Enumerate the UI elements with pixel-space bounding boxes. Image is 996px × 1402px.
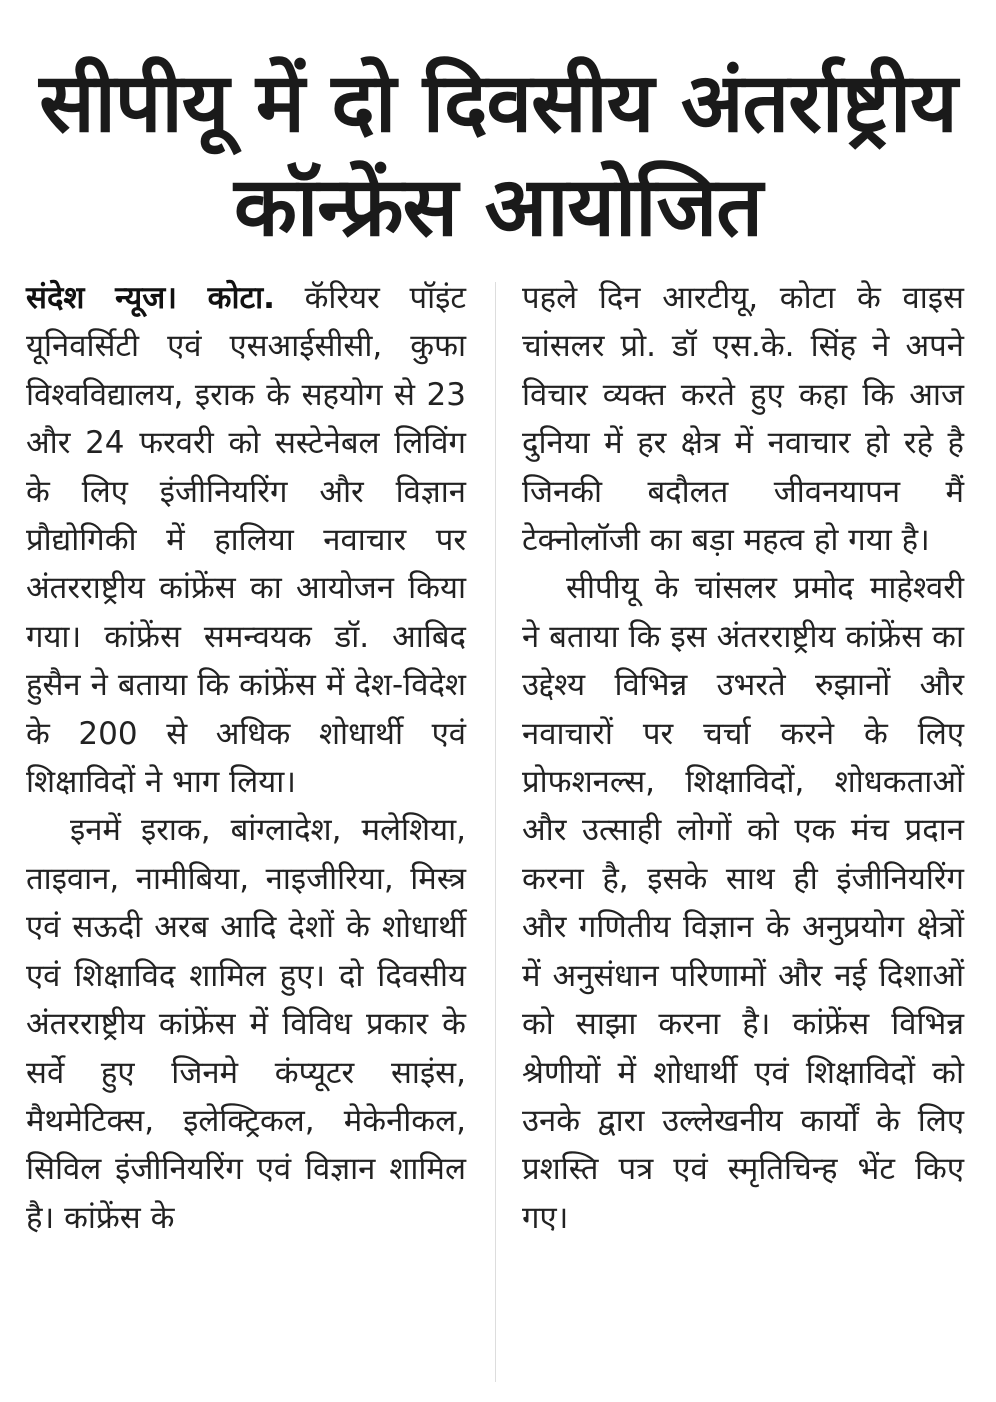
article-paragraph: इनमें इराक, बांग्लादेश, मलेशिया, ताइवान, नामीबिया, नाइजीरिया, मिस्त्र एवं सऊदी अरब आदि देशों के शोधार्थी एवं शिक्षाविद शामिल हुए। दो दिवसीय अंतरराष्ट्रीय कांफ्रेंस में विविध प्रकार के सर्वे हुए जिनमे कंप्यूटर साइंस, मैथमेटिक्स, इलेक्ट्रिकल, मेकेनीकल, सिविल इंजीनियरिंग एवं विज्ञान शामिल है। कांफ्रेंस के [26,812,466,1236]
dateline: संदेश न्यूज। कोटा. [26,280,275,316]
article-column-right [522,274,964,1242]
article-paragraph: पहले दिन आरटीयू, कोटा के वाइस चांसलर प्रो. डॉ एस.के. सिंह ने अपने विचार व्यक्त करते हुए कहा कि आज दुनिया में हर क्षेत्र में नवाचार हो रहे है जिनकी बदौलत जीवनयापन मैं टेक्नोलॉजी का बड़ा महत्व हो गया है। [522,280,964,559]
article-column-left [26,274,466,1242]
headline-line-1: सीपीयू में दो दिवसीय अंतर्राष्ट्रीय [39,56,957,151]
article-paragraph [26,274,466,806]
article-paragraph: सीपीयू के चांसलर प्रमोद माहेश्वरी ने बताया कि इस अंतरराष्ट्रीय कांफ्रेंस का उद्देश्य विभिन्न उभरते रुझानों और नवाचारों पर चर्चा करने के लिए प्रोफशनल्स, शिक्षाविदों, शोधकताओं और उत्साही लोगों को एक मंच प्रदान करना है, इसके साथ ही इंजीनियरिंग और गणितीय विज्ञान के अनुप्रयोग क्षेत्रों में अनुसंधान परिणामों और नई दिशाओं को साझा करना है। कांफ्रेंस विभिन्न श्रेणीयों में शोधार्थी एवं शिक्षाविदों को उनके द्वारा उल्लेखनीय कार्यों के लिए प्रशस्ति पत्र एवं स्मृतिचिन्ह भेंट किए गए। [522,570,964,1236]
headline-line-2: कॉन्फ्रेंस आयोजित [233,160,763,255]
headline [0,52,996,260]
column-divider [495,282,496,1382]
paragraph-text: कॅरियर पॉइंट यूनिवर्सिटी एवं एसआईसीसी, कुफा विश्वविद्यालय, इराक के सहयोग से 23 और 24 फरवरी को सस्टेनेबल लिविंग के लिए इंजीनियरिंग और विज्ञान प्रौद्योगिकी में हालिया नवाचार पर अंतरराष्ट्रीय कांफ्रेंस का आयोजन किया गया। कांफ्रेंस समन्वयक डॉ. आबिद हुसैन ने बताया कि कांफ्रेंस में देश-विदेश के 200 से अधिक शोधार्थी एवं शिक्षाविदों ने भाग लिया। [26,280,466,801]
